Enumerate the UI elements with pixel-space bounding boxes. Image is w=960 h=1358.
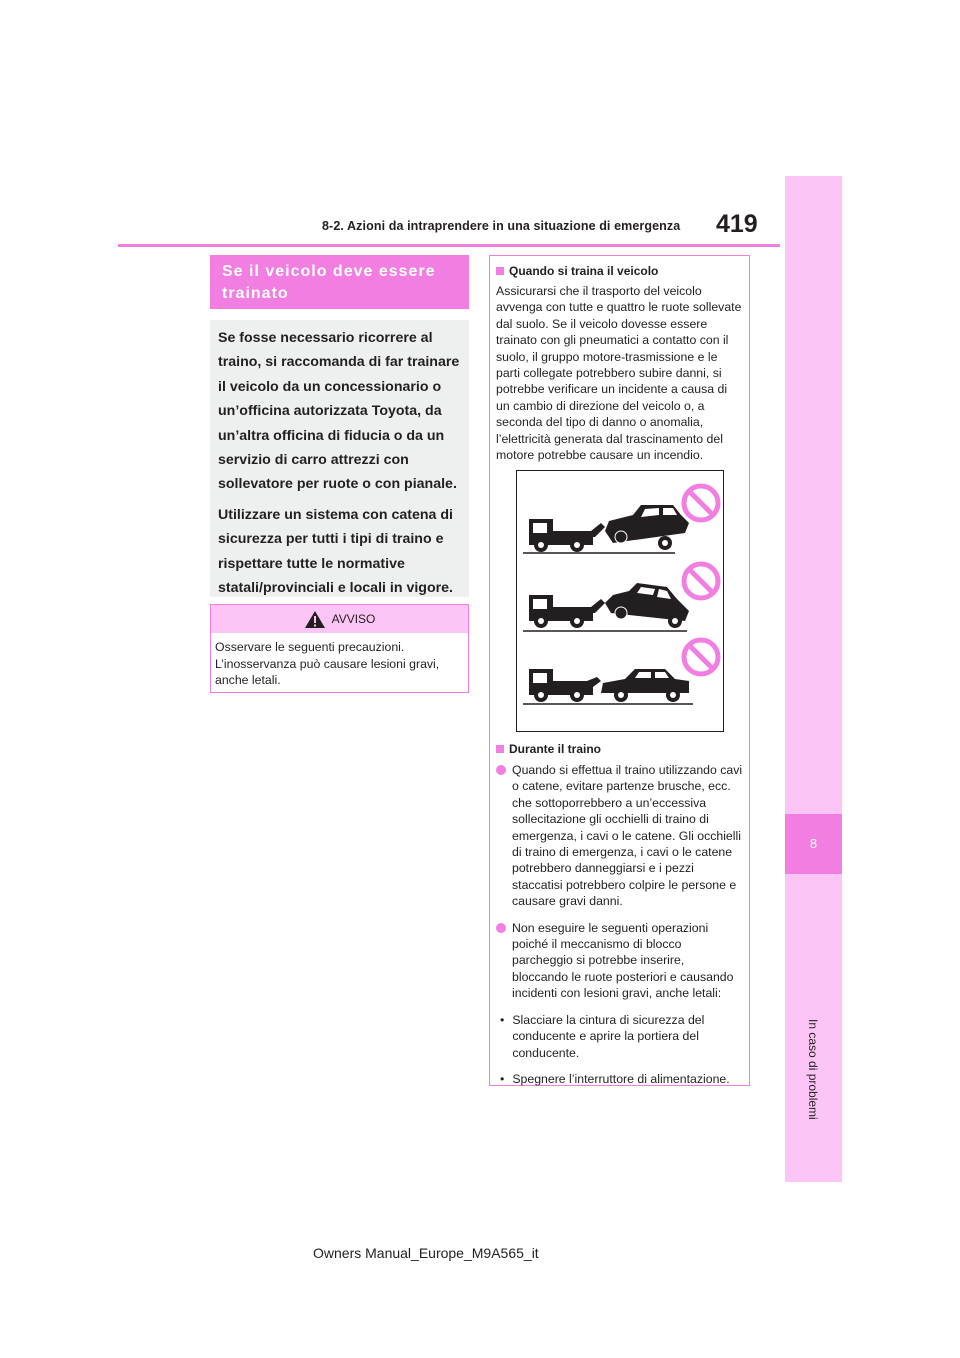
warning-triangle-icon: [304, 610, 326, 629]
warning-title: AVVISO: [331, 612, 376, 626]
during-towing-heading: [496, 742, 743, 756]
page-number: 419: [716, 210, 758, 238]
during-towing-heading-text: Durante il traino: [509, 742, 602, 756]
towing-illustration-svg: [517, 471, 723, 731]
list-item-text: Quando si effettua il traino utilizzando cavi o catene, evitare partenze brusche, ecc. che sottoporrebbero a un’eccessiva sollecitazione gli occhielli di traino di emergenza, i cavi o le catene. Gli occhielli di traino di emergenza, i cavi o le catene potrebbero danneggiarsi e i pezzi staccatisi potrebbero colpire le persone e causare gravi danni.: [512, 763, 743, 909]
warning-box: [210, 604, 469, 693]
tow-truck-icon: [529, 519, 605, 552]
towing-illustration: [516, 470, 724, 732]
section-heading: Se il veicolo deve essere trainato: [210, 255, 469, 309]
square-bullet-icon: [496, 267, 504, 275]
towing-heading: [496, 264, 743, 278]
warning-text: Osservare le seguenti precauzioni. L’inosservanza può causare lesioni gravi, anche letali.: [215, 640, 440, 687]
list-item-text: Non eseguire le seguenti operazioni poiché il meccanismo di blocco parcheggio si potrebbe inserire, bloccando le ruote posteriori e causando incidenti con lesioni gravi, anche letali:: [512, 920, 734, 1001]
circle-bullet-icon: [496, 923, 506, 933]
sub-bullet-icon: •: [500, 1071, 505, 1086]
square-bullet-icon: [496, 745, 504, 753]
circle-bullet-icon: [496, 765, 506, 775]
towing-heading-text: Quando si traina il veicolo: [509, 264, 659, 278]
header-rule: [118, 244, 780, 247]
sub-list-item-text: Slacciare la cintura di sicurezza del conducente e aprire la portiera del conducente.: [512, 1012, 705, 1060]
prohibition-icon: [684, 640, 718, 674]
intro-box: [210, 320, 469, 597]
intro-paragraph-2: Utilizzare un sistema con catena di sicurezza per tutti i tipi di traino e rispettare tutte le normative statali/provinciali e locali in vigore.: [218, 506, 453, 597]
chapter-label: In caso di problemi: [806, 1019, 820, 1120]
prohibition-icon: [684, 486, 718, 520]
footer-text: Owners Manual_Europe_M9A565_it: [313, 1245, 539, 1261]
sub-list-item-text: Spegnere l’interruttore di alimentazione.: [512, 1071, 730, 1086]
sub-bullet-icon: •: [500, 1012, 505, 1027]
towed-car-icon: [605, 505, 689, 550]
tow-truck-icon: [529, 595, 605, 628]
section-title: 8-2. Azioni da intraprendere in una situazione di emergenza: [322, 219, 681, 233]
list-item: [496, 762, 743, 910]
towing-paragraph: Assicurarsi che il trasporto del veicolo avvenga con tutte e quattro le ruote sollevate dal suolo. Se il veicolo dovesse essere trainato con gli pneumatici a contatto con il suolo, il gruppo motore-trasmissione e le parti collegate potrebbero subire danni, si potrebbe verificare un incidente a causa di un cambio di direzione del veicolo o, a seconda del tipo di danno o anomalia, l’elettricità generata dal trascinamento del motore potrebbe causare un incendio.: [496, 284, 742, 463]
list-item: [496, 920, 743, 1002]
sub-list-item: [496, 1012, 743, 1061]
towed-car-icon: [605, 583, 689, 628]
intro-paragraph-1: Se fosse necessario ricorrere al traino, si raccomanda di far trainare il veicolo da un concessionario o un’officina autorizzata Toyota, da un’altra officina di fiducia o da un servizio di carro attrezzi con sollevatore per ruote o con pianale.: [218, 330, 460, 493]
tow-truck-icon: [529, 669, 601, 702]
prohibition-icon: [684, 564, 718, 598]
chapter-number-tab[interactable]: 8: [785, 814, 842, 874]
warning-header: [211, 605, 468, 633]
towed-car-icon: [601, 669, 689, 702]
sub-list-item: [496, 1071, 743, 1087]
